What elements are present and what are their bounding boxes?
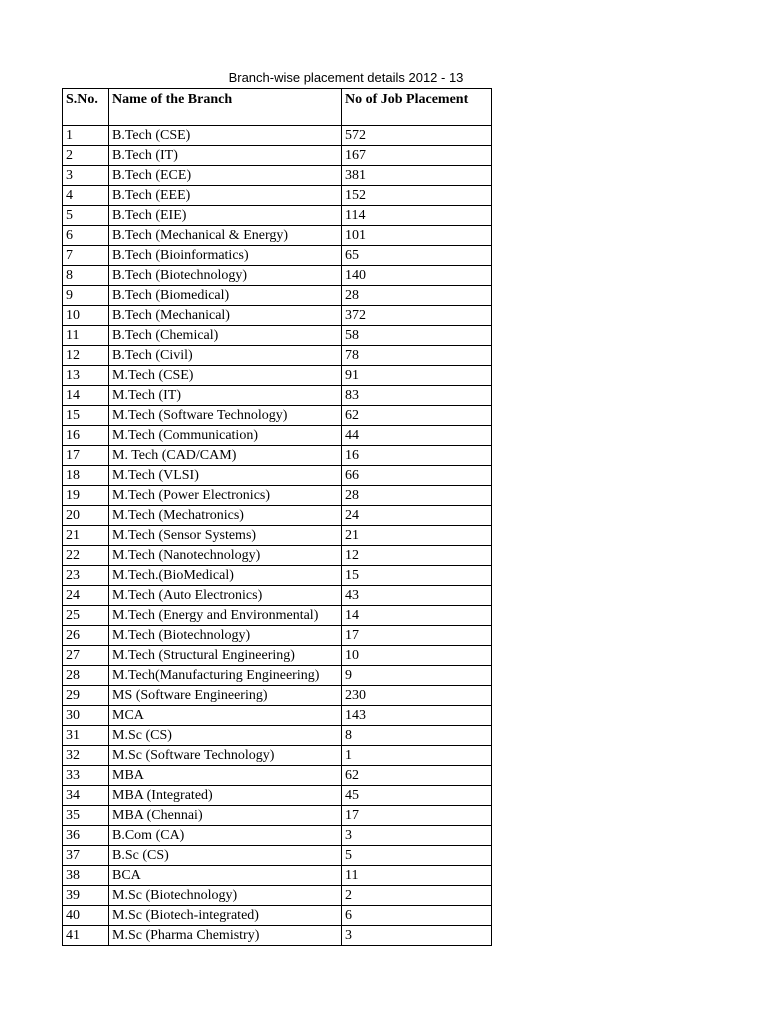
cell-placements: 167 xyxy=(342,146,492,166)
cell-sno: 2 xyxy=(63,146,109,166)
cell-branch: M.Tech (Mechatronics) xyxy=(109,506,342,526)
cell-placements: 3 xyxy=(342,926,492,946)
cell-sno: 15 xyxy=(63,406,109,426)
cell-branch: B.Tech (Chemical) xyxy=(109,326,342,346)
table-row xyxy=(63,346,492,366)
cell-placements: 1 xyxy=(342,746,492,766)
cell-sno: 40 xyxy=(63,906,109,926)
table-row xyxy=(63,706,492,726)
cell-placements: 101 xyxy=(342,226,492,246)
cell-placements: 152 xyxy=(342,186,492,206)
cell-placements: 8 xyxy=(342,726,492,746)
cell-placements: 21 xyxy=(342,526,492,546)
cell-branch: M.Tech (Structural Engineering) xyxy=(109,646,342,666)
table-row xyxy=(63,766,492,786)
cell-branch: M.Tech (Communication) xyxy=(109,426,342,446)
cell-branch: MS (Software Engineering) xyxy=(109,686,342,706)
cell-sno: 17 xyxy=(63,446,109,466)
table-row xyxy=(63,446,492,466)
cell-sno: 11 xyxy=(63,326,109,346)
table-row xyxy=(63,366,492,386)
cell-placements: 17 xyxy=(342,626,492,646)
cell-sno: 35 xyxy=(63,806,109,826)
table-row xyxy=(63,486,492,506)
cell-branch: B.Tech (Biomedical) xyxy=(109,286,342,306)
table-row xyxy=(63,586,492,606)
table-row xyxy=(63,846,492,866)
cell-placements: 28 xyxy=(342,486,492,506)
cell-branch: BCA xyxy=(109,866,342,886)
cell-sno: 10 xyxy=(63,306,109,326)
cell-sno: 33 xyxy=(63,766,109,786)
cell-sno: 21 xyxy=(63,526,109,546)
cell-sno: 22 xyxy=(63,546,109,566)
cell-placements: 17 xyxy=(342,806,492,826)
cell-sno: 32 xyxy=(63,746,109,766)
cell-branch: M.Tech (Energy and Environmental) xyxy=(109,606,342,626)
cell-placements: 372 xyxy=(342,306,492,326)
cell-sno: 36 xyxy=(63,826,109,846)
cell-branch: M.Tech.(BioMedical) xyxy=(109,566,342,586)
table-row xyxy=(63,606,492,626)
cell-placements: 16 xyxy=(342,446,492,466)
table-row xyxy=(63,166,492,186)
cell-sno: 37 xyxy=(63,846,109,866)
cell-branch: M. Tech (CAD/CAM) xyxy=(109,446,342,466)
cell-sno: 5 xyxy=(63,206,109,226)
table-row xyxy=(63,886,492,906)
table-header-row xyxy=(63,89,492,126)
cell-placements: 44 xyxy=(342,426,492,446)
cell-sno: 38 xyxy=(63,866,109,886)
cell-placements: 12 xyxy=(342,546,492,566)
cell-placements: 14 xyxy=(342,606,492,626)
cell-placements: 83 xyxy=(342,386,492,406)
table-row xyxy=(63,426,492,446)
cell-placements: 28 xyxy=(342,286,492,306)
table-row xyxy=(63,286,492,306)
cell-branch: M.Sc (Biotechnology) xyxy=(109,886,342,906)
cell-sno: 25 xyxy=(63,606,109,626)
table-row xyxy=(63,926,492,946)
cell-sno: 8 xyxy=(63,266,109,286)
cell-sno: 29 xyxy=(63,686,109,706)
header-sno: S.No. xyxy=(63,89,109,126)
cell-branch: M.Tech (Sensor Systems) xyxy=(109,526,342,546)
cell-placements: 3 xyxy=(342,826,492,846)
table-body xyxy=(63,126,492,946)
cell-sno: 12 xyxy=(63,346,109,366)
cell-sno: 4 xyxy=(63,186,109,206)
table-row xyxy=(63,266,492,286)
table-row xyxy=(63,826,492,846)
cell-sno: 28 xyxy=(63,666,109,686)
cell-sno: 31 xyxy=(63,726,109,746)
cell-sno: 19 xyxy=(63,486,109,506)
table-row xyxy=(63,146,492,166)
cell-placements: 65 xyxy=(342,246,492,266)
cell-branch: M.Tech (Nanotechnology) xyxy=(109,546,342,566)
table-row xyxy=(63,666,492,686)
table-row xyxy=(63,786,492,806)
table-row xyxy=(63,546,492,566)
cell-branch: B.Tech (Civil) xyxy=(109,346,342,366)
cell-placements: 143 xyxy=(342,706,492,726)
cell-sno: 27 xyxy=(63,646,109,666)
cell-sno: 23 xyxy=(63,566,109,586)
cell-sno: 30 xyxy=(63,706,109,726)
cell-sno: 7 xyxy=(63,246,109,266)
table-row xyxy=(63,686,492,706)
placement-table xyxy=(62,88,492,946)
cell-placements: 78 xyxy=(342,346,492,366)
table-row xyxy=(63,626,492,646)
table-row xyxy=(63,206,492,226)
cell-sno: 6 xyxy=(63,226,109,246)
cell-branch: B.Tech (EEE) xyxy=(109,186,342,206)
cell-branch: M.Tech (IT) xyxy=(109,386,342,406)
cell-placements: 10 xyxy=(342,646,492,666)
cell-branch: B.Tech (EIE) xyxy=(109,206,342,226)
table-row xyxy=(63,246,492,266)
cell-sno: 16 xyxy=(63,426,109,446)
cell-placements: 45 xyxy=(342,786,492,806)
header-placements: No of Job Placement xyxy=(342,89,492,126)
table-row xyxy=(63,386,492,406)
cell-placements: 6 xyxy=(342,906,492,926)
cell-branch: M.Tech (Power Electronics) xyxy=(109,486,342,506)
cell-branch: M.Sc (Biotech-integrated) xyxy=(109,906,342,926)
cell-sno: 9 xyxy=(63,286,109,306)
cell-branch: M.Sc (Pharma Chemistry) xyxy=(109,926,342,946)
cell-sno: 1 xyxy=(63,126,109,146)
cell-branch: MBA xyxy=(109,766,342,786)
cell-placements: 2 xyxy=(342,886,492,906)
cell-branch: M.Tech (Auto Electronics) xyxy=(109,586,342,606)
document-title-text: Branch-wise placement details 2012 - 13 xyxy=(228,70,464,85)
table-row xyxy=(63,726,492,746)
cell-placements: 62 xyxy=(342,766,492,786)
cell-branch: B.Sc (CS) xyxy=(109,846,342,866)
cell-placements: 572 xyxy=(342,126,492,146)
cell-branch: MBA (Integrated) xyxy=(109,786,342,806)
table-row xyxy=(63,746,492,766)
table-row xyxy=(63,506,492,526)
table-row xyxy=(63,646,492,666)
table-row xyxy=(63,306,492,326)
table-row xyxy=(63,526,492,546)
cell-placements: 5 xyxy=(342,846,492,866)
cell-sno: 41 xyxy=(63,926,109,946)
document-title xyxy=(0,70,768,85)
cell-placements: 91 xyxy=(342,366,492,386)
cell-branch: B.Tech (CSE) xyxy=(109,126,342,146)
cell-branch: M.Tech(Manufacturing Engineering) xyxy=(109,666,342,686)
table-row xyxy=(63,186,492,206)
table-row xyxy=(63,466,492,486)
cell-branch: MBA (Chennai) xyxy=(109,806,342,826)
cell-placements: 381 xyxy=(342,166,492,186)
table-row xyxy=(63,866,492,886)
cell-placements: 230 xyxy=(342,686,492,706)
cell-sno: 13 xyxy=(63,366,109,386)
cell-sno: 14 xyxy=(63,386,109,406)
table-row xyxy=(63,906,492,926)
cell-placements: 43 xyxy=(342,586,492,606)
cell-branch: B.Com (CA) xyxy=(109,826,342,846)
cell-placements: 114 xyxy=(342,206,492,226)
cell-branch: B.Tech (ECE) xyxy=(109,166,342,186)
cell-branch: B.Tech (Mechanical & Energy) xyxy=(109,226,342,246)
cell-branch: M.Tech (Biotechnology) xyxy=(109,626,342,646)
table-row xyxy=(63,126,492,146)
cell-branch: MCA xyxy=(109,706,342,726)
cell-placements: 66 xyxy=(342,466,492,486)
cell-sno: 34 xyxy=(63,786,109,806)
header-branch: Name of the Branch xyxy=(109,89,342,126)
table-row xyxy=(63,406,492,426)
cell-branch: M.Tech (VLSI) xyxy=(109,466,342,486)
cell-placements: 9 xyxy=(342,666,492,686)
cell-placements: 11 xyxy=(342,866,492,886)
table-row xyxy=(63,566,492,586)
cell-sno: 20 xyxy=(63,506,109,526)
cell-sno: 3 xyxy=(63,166,109,186)
cell-placements: 62 xyxy=(342,406,492,426)
cell-sno: 39 xyxy=(63,886,109,906)
cell-branch: B.Tech (Bioinformatics) xyxy=(109,246,342,266)
cell-branch: M.Sc (CS) xyxy=(109,726,342,746)
table-row xyxy=(63,806,492,826)
cell-sno: 26 xyxy=(63,626,109,646)
cell-branch: M.Tech (Software Technology) xyxy=(109,406,342,426)
cell-placements: 58 xyxy=(342,326,492,346)
table-row xyxy=(63,326,492,346)
table-row xyxy=(63,226,492,246)
cell-branch: M.Tech (CSE) xyxy=(109,366,342,386)
cell-sno: 24 xyxy=(63,586,109,606)
cell-branch: B.Tech (Mechanical) xyxy=(109,306,342,326)
cell-placements: 24 xyxy=(342,506,492,526)
cell-branch: B.Tech (IT) xyxy=(109,146,342,166)
cell-branch: B.Tech (Biotechnology) xyxy=(109,266,342,286)
cell-placements: 140 xyxy=(342,266,492,286)
cell-branch: M.Sc (Software Technology) xyxy=(109,746,342,766)
cell-sno: 18 xyxy=(63,466,109,486)
cell-placements: 15 xyxy=(342,566,492,586)
